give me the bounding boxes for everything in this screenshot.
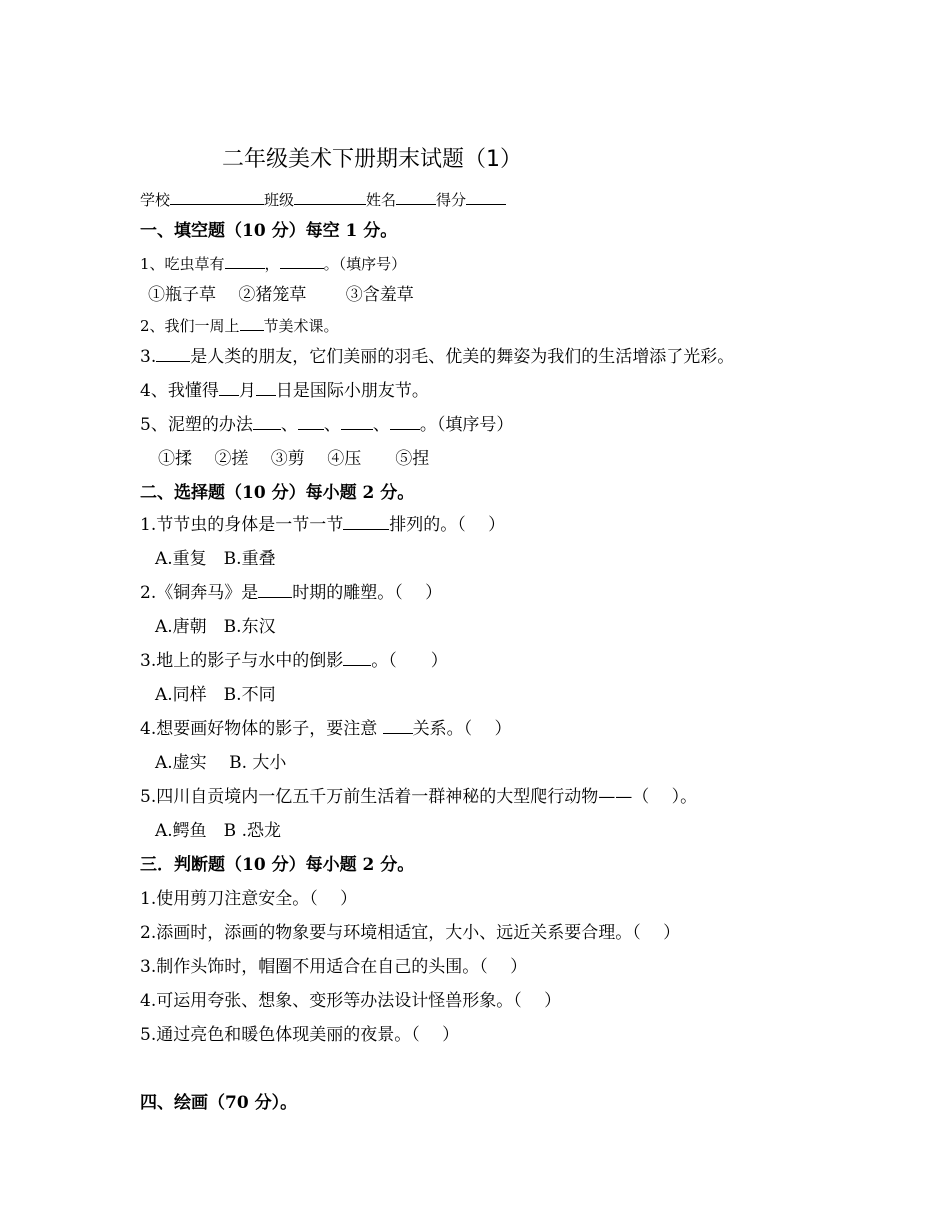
- s1-q5-sep-1: 、: [280, 415, 298, 435]
- s1-question-1: [140, 253, 406, 275]
- student-info-line: [140, 189, 506, 211]
- s1-question-4: [140, 380, 429, 402]
- score-label: 得分: [436, 191, 467, 209]
- s2-q1-text-a: 1.节节虫的身体是一节一节: [140, 515, 344, 535]
- s1-q5-options: ①揉 ②搓 ③剪 ④压 ⑤捏: [158, 449, 430, 469]
- s2-q3-text-b: 。（ ）: [371, 651, 448, 671]
- school-label: 学校: [140, 191, 171, 209]
- s1-q1-text-a: 1、吃虫草有: [140, 255, 225, 273]
- s1-question-2: [140, 315, 339, 337]
- s1-q5-sep-3: 、: [372, 415, 390, 435]
- s1-q1-text-b: ，: [264, 255, 280, 273]
- s2-q2-text-b: 时期的雕塑。（ ）: [292, 583, 443, 603]
- section1-heading: 一、填空题（10 分）每空 1 分。: [140, 221, 398, 241]
- s1-q1-text-c: 。（填序号）: [323, 255, 407, 273]
- s2-q1-text-b: 排列的。（ ）: [389, 515, 506, 535]
- s2-q3-blank[interactable]: [343, 650, 371, 666]
- s2-question-2: [140, 582, 442, 604]
- s2-q2-options: A.唐朝 B.东汉: [155, 617, 276, 637]
- section2-heading: 二、选择题（10 分）每小题 2 分。: [140, 483, 415, 503]
- s2-question-3: [140, 650, 448, 672]
- s1-q2-text-a: 2、我们一周上: [140, 317, 240, 335]
- s1-q1-options: ①瓶子草 ②猪笼草 ③含羞草: [148, 285, 414, 305]
- s1-q5-text-end: 。（填序号）: [419, 415, 514, 435]
- class-blank[interactable]: [294, 189, 366, 205]
- s2-q3-text-a: 3.地上的影子与水中的倒影: [140, 651, 344, 671]
- s2-q4-text-a: 4.想要画好物体的影子，要注意: [140, 719, 383, 739]
- s1-question-5: [140, 414, 513, 436]
- name-label: 姓名: [366, 191, 397, 209]
- s1-q5-blank-1[interactable]: [253, 414, 281, 430]
- s1-q5-sep-2: 、: [323, 415, 341, 435]
- s1-q4-text-a: 4、我懂得: [140, 381, 219, 401]
- score-blank[interactable]: [466, 189, 506, 205]
- s2-q1-blank[interactable]: [343, 514, 389, 530]
- s1-q4-text-b: 月: [238, 381, 256, 401]
- s1-q5-blank-2[interactable]: [298, 414, 324, 430]
- section3-heading: 三．判断题（10 分）每小题 2 分。: [140, 855, 415, 875]
- s2-q4-blank[interactable]: [383, 718, 413, 734]
- s1-q4-blank-1[interactable]: [219, 380, 239, 396]
- s1-q3-blank[interactable]: [156, 346, 190, 362]
- s1-q5-blank-3[interactable]: [341, 414, 373, 430]
- s1-q2-text-b: 节美术课。: [263, 317, 339, 335]
- s1-q4-text-c: 日是国际小朋友节。: [275, 381, 429, 401]
- s3-question-3: 3.制作头饰时，帽圈不用适合在自己的头围。（ ）: [140, 957, 528, 977]
- school-blank[interactable]: [170, 189, 264, 205]
- s1-q5-blank-4[interactable]: [390, 414, 420, 430]
- s1-question-3: [140, 346, 734, 368]
- s2-q4-text-b: 关系。（ ）: [412, 719, 512, 739]
- s3-question-1: 1.使用剪刀注意安全。（ ）: [140, 889, 358, 909]
- s2-q2-blank[interactable]: [258, 582, 292, 598]
- s2-q1-options: A.重复 B.重叠: [155, 549, 276, 569]
- s2-question-1: [140, 514, 505, 536]
- s2-q4-options: A.虚实 B. 大小: [155, 753, 287, 773]
- s1-q3-text-a: 3.: [140, 347, 157, 367]
- s1-q2-blank[interactable]: [240, 315, 264, 331]
- s2-q2-text-a: 2.《铜奔马》是: [140, 583, 259, 603]
- s2-question-5: 5.四川自贡境内一亿五千万前生活着一群神秘的大型爬行动物——（ ）。: [140, 787, 698, 807]
- s1-q1-blank-2[interactable]: [280, 253, 324, 269]
- s2-q3-options: A.同样 B.不同: [155, 685, 276, 705]
- section4-heading: 四、绘画（70 分）。: [140, 1093, 298, 1113]
- s3-question-5: 5.通过亮色和暖色体现美丽的夜景。（ ）: [140, 1025, 460, 1045]
- s1-q4-blank-2[interactable]: [256, 380, 276, 396]
- s2-q5-options: A.鳄鱼 B .恐龙: [155, 821, 281, 841]
- page-title: 二年级美术下册期末试题（1）: [222, 147, 522, 172]
- class-label: 班级: [264, 191, 295, 209]
- s1-q5-text-a: 5、泥塑的办法: [140, 415, 253, 435]
- name-blank[interactable]: [396, 189, 436, 205]
- s3-question-4: 4.可运用夸张、想象、变形等办法设计怪兽形象。（ ）: [140, 991, 562, 1011]
- s1-q3-text-b: 是人类的朋友，它们美丽的羽毛、优美的舞姿为我们的生活增添了光彩。: [190, 347, 735, 367]
- s1-q1-blank-1[interactable]: [225, 253, 265, 269]
- s2-question-4: [140, 718, 512, 740]
- s3-question-2: 2.添画时，添画的物象要与环境相适宜，大小、远近关系要合理。（ ）: [140, 923, 681, 943]
